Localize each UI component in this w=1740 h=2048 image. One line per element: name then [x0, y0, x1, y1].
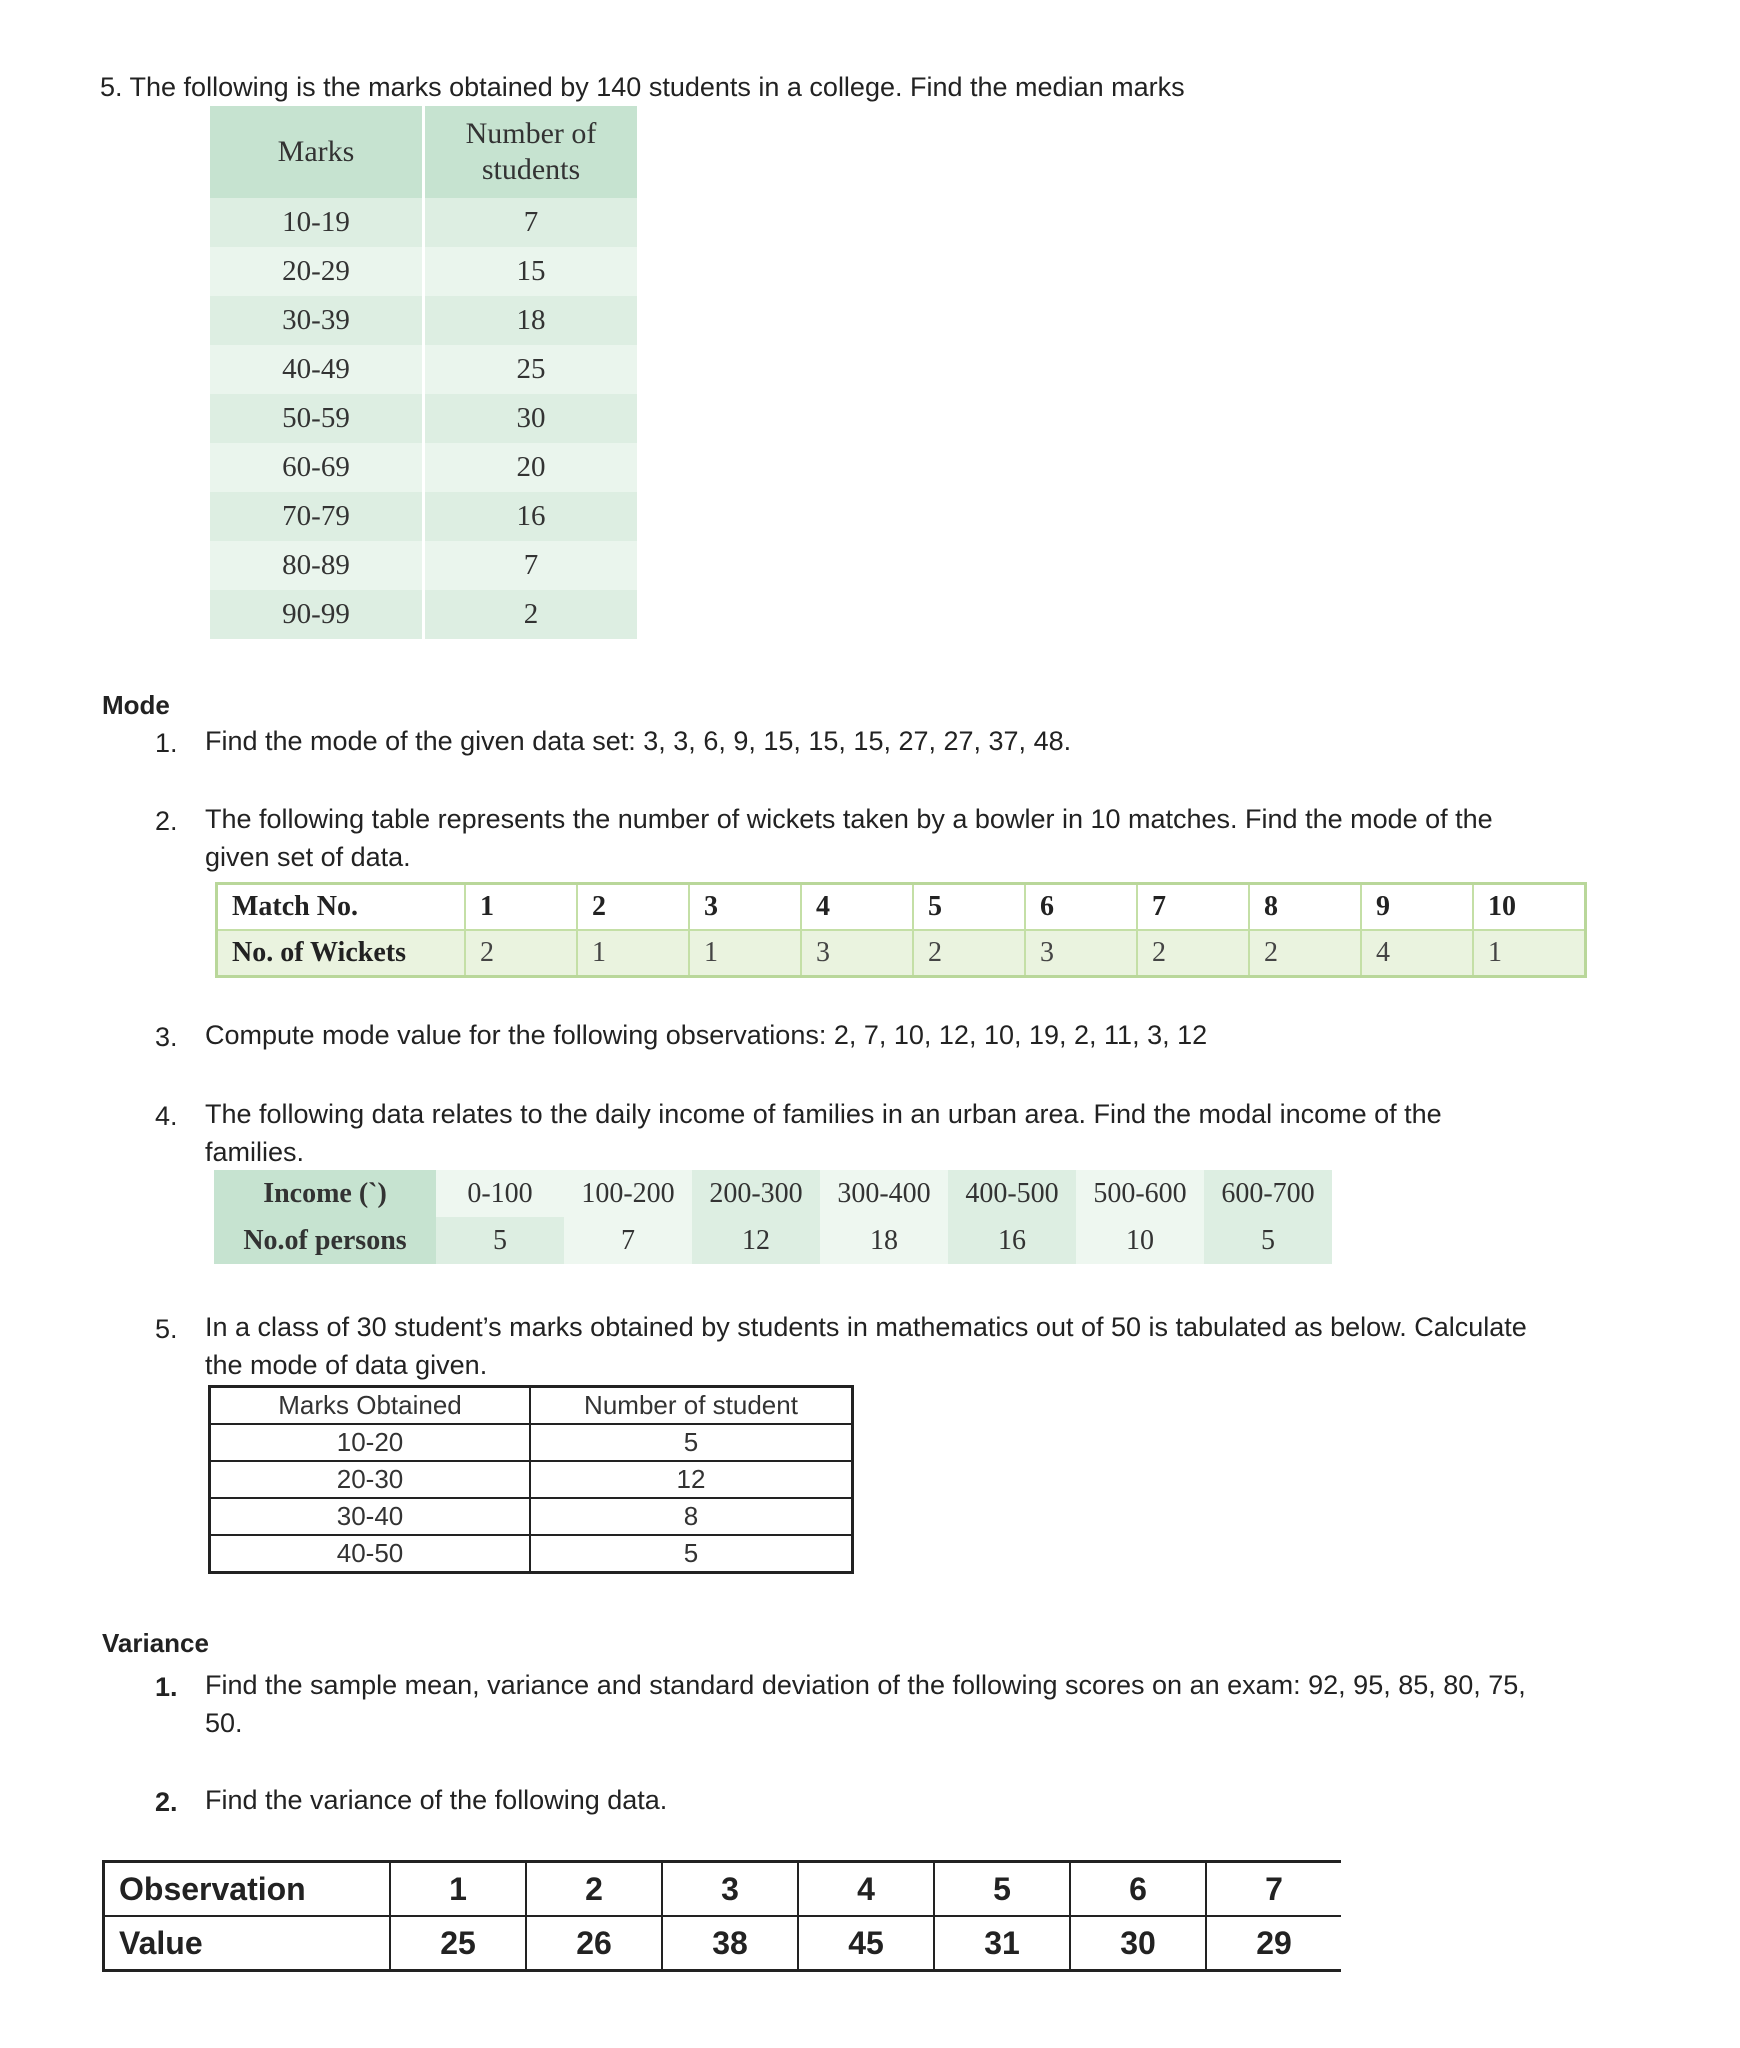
table-cell: 30-40 [210, 1498, 531, 1535]
row-label: No. of Wickets [217, 930, 466, 977]
table-header: Number of student [530, 1387, 853, 1425]
table-cell: 25 [424, 345, 639, 394]
wickets-table [215, 882, 1587, 978]
variance-heading: Variance [102, 1628, 209, 1658]
table-cell: 20-30 [210, 1461, 531, 1498]
mode-question-2-line2: given set of data. [205, 842, 411, 872]
table-cell: 50-59 [210, 394, 424, 443]
income-table [214, 1170, 1332, 1264]
table-cell: 1 [689, 930, 801, 977]
table-cell: 20 [424, 443, 639, 492]
table-cell: 100-200 [564, 1170, 692, 1217]
mode-question-3: Compute mode value for the following observations: 2, 7, 10, 12, 10, 19, 2, 11, 3, 12 [205, 1020, 1208, 1050]
table-cell: 2 [1249, 930, 1361, 977]
table-cell: 30 [1070, 1916, 1206, 1971]
mode-question-5-line1: In a class of 30 student’s marks obtained by students in mathematics out of 50 is tabulated as below. Calculate [205, 1312, 1527, 1342]
variance-question-1-line1: Find the sample mean, variance and standard deviation of the following scores on an exam: 92, 95, 85, 80, 75, [205, 1670, 1526, 1700]
question-number: 4. [155, 1101, 178, 1131]
mode-question-4-line1: The following data relates to the daily income of families in an urban area. Find the modal income of the [205, 1099, 1442, 1129]
table-cell: 7 [424, 541, 639, 590]
question-number: 1. [155, 728, 178, 758]
table-cell: 300-400 [820, 1170, 948, 1217]
table-cell: 200-300 [692, 1170, 820, 1217]
table-cell: 4 [798, 1862, 934, 1917]
table-cell: 2 [577, 884, 689, 931]
table-cell: 9 [1361, 884, 1473, 931]
table-cell: 500-600 [1076, 1170, 1204, 1217]
table-header: Marks [210, 106, 424, 198]
table-cell: 7 [1137, 884, 1249, 931]
table-header: Number of students [424, 106, 639, 198]
table-cell: 90-99 [210, 590, 424, 639]
row-label: No.of persons [214, 1217, 436, 1264]
table-cell: 4 [1361, 930, 1473, 977]
mode-marks-table [208, 1385, 854, 1574]
variance-table [102, 1860, 1341, 1972]
table-cell: 10-19 [210, 198, 424, 247]
table-cell: 26 [526, 1916, 662, 1971]
table-cell: 12 [692, 1217, 820, 1264]
mode-heading: Mode [102, 690, 170, 720]
table-cell: 40-49 [210, 345, 424, 394]
table-header: Marks Obtained [210, 1387, 531, 1425]
table-cell: 1 [465, 884, 577, 931]
table-cell: 4 [801, 884, 913, 931]
table-cell: 5 [530, 1424, 853, 1461]
table-cell: 1 [1473, 930, 1586, 977]
question-number: 2. [155, 1787, 178, 1817]
mode-question-1: Find the mode of the given data set: 3, 3, 6, 9, 15, 15, 15, 27, 27, 37, 48. [205, 726, 1072, 756]
table-cell: 40-50 [210, 1535, 531, 1573]
table-cell: 2 [1137, 930, 1249, 977]
table-cell: 400-500 [948, 1170, 1076, 1217]
table-cell: 5 [436, 1217, 564, 1264]
table-cell: 8 [530, 1498, 853, 1535]
question-number: 5. [155, 1314, 178, 1344]
table-cell: 12 [530, 1461, 853, 1498]
table-cell: 20-29 [210, 247, 424, 296]
table-cell: 30 [424, 394, 639, 443]
table-cell: 1 [390, 1862, 526, 1917]
question-number: 3. [155, 1022, 178, 1052]
table-cell: 29 [1206, 1916, 1341, 1971]
table-cell: 18 [820, 1217, 948, 1264]
table-cell: 3 [689, 884, 801, 931]
table-cell: 25 [390, 1916, 526, 1971]
table-cell: 8 [1249, 884, 1361, 931]
table-cell: 18 [424, 296, 639, 345]
table-cell: 3 [801, 930, 913, 977]
table-cell: 2 [913, 930, 1025, 977]
table-cell: 80-89 [210, 541, 424, 590]
table-cell: 31 [934, 1916, 1070, 1971]
table-cell: 7 [564, 1217, 692, 1264]
table-cell: 7 [1206, 1862, 1341, 1917]
question-number: 2. [155, 806, 178, 836]
table-cell: 16 [948, 1217, 1076, 1264]
table-cell: 10 [1473, 884, 1586, 931]
median-marks-table [210, 106, 640, 639]
table-cell: 3 [662, 1862, 798, 1917]
question-number: 1. [155, 1672, 178, 1702]
table-cell: 6 [1025, 884, 1137, 931]
table-cell: 2 [465, 930, 577, 977]
table-cell: 600-700 [1204, 1170, 1332, 1217]
table-cell: 5 [913, 884, 1025, 931]
row-label: Observation [104, 1862, 391, 1917]
mode-question-5-line2: the mode of data given. [205, 1350, 488, 1380]
table-cell: 6 [1070, 1862, 1206, 1917]
table-cell: 3 [1025, 930, 1137, 977]
variance-question-2: Find the variance of the following data. [205, 1785, 668, 1815]
table-cell: 16 [424, 492, 639, 541]
table-cell: 7 [424, 198, 639, 247]
table-cell: 5 [934, 1862, 1070, 1917]
table-cell: 5 [1204, 1217, 1332, 1264]
table-cell: 2 [526, 1862, 662, 1917]
table-cell: 5 [530, 1535, 853, 1573]
row-label: Match No. [217, 884, 466, 931]
variance-question-1-line2: 50. [205, 1708, 243, 1738]
table-cell: 30-39 [210, 296, 424, 345]
table-cell: 1 [577, 930, 689, 977]
table-cell: 60-69 [210, 443, 424, 492]
mode-question-4-line2: families. [205, 1137, 305, 1167]
table-cell: 2 [424, 590, 639, 639]
row-label: Value [104, 1916, 391, 1971]
mode-question-2-line1: The following table represents the number of wickets taken by a bowler in 10 matches. Find the mode of the [205, 804, 1493, 834]
median-question: 5. The following is the marks obtained by 140 students in a college. Find the median marks [100, 72, 1185, 102]
table-cell: 0-100 [436, 1170, 564, 1217]
table-cell: 38 [662, 1916, 798, 1971]
table-cell: 15 [424, 247, 639, 296]
table-cell: 10 [1076, 1217, 1204, 1264]
row-label: Income (`) [214, 1170, 436, 1217]
table-cell: 10-20 [210, 1424, 531, 1461]
table-cell: 45 [798, 1916, 934, 1971]
table-cell: 70-79 [210, 492, 424, 541]
